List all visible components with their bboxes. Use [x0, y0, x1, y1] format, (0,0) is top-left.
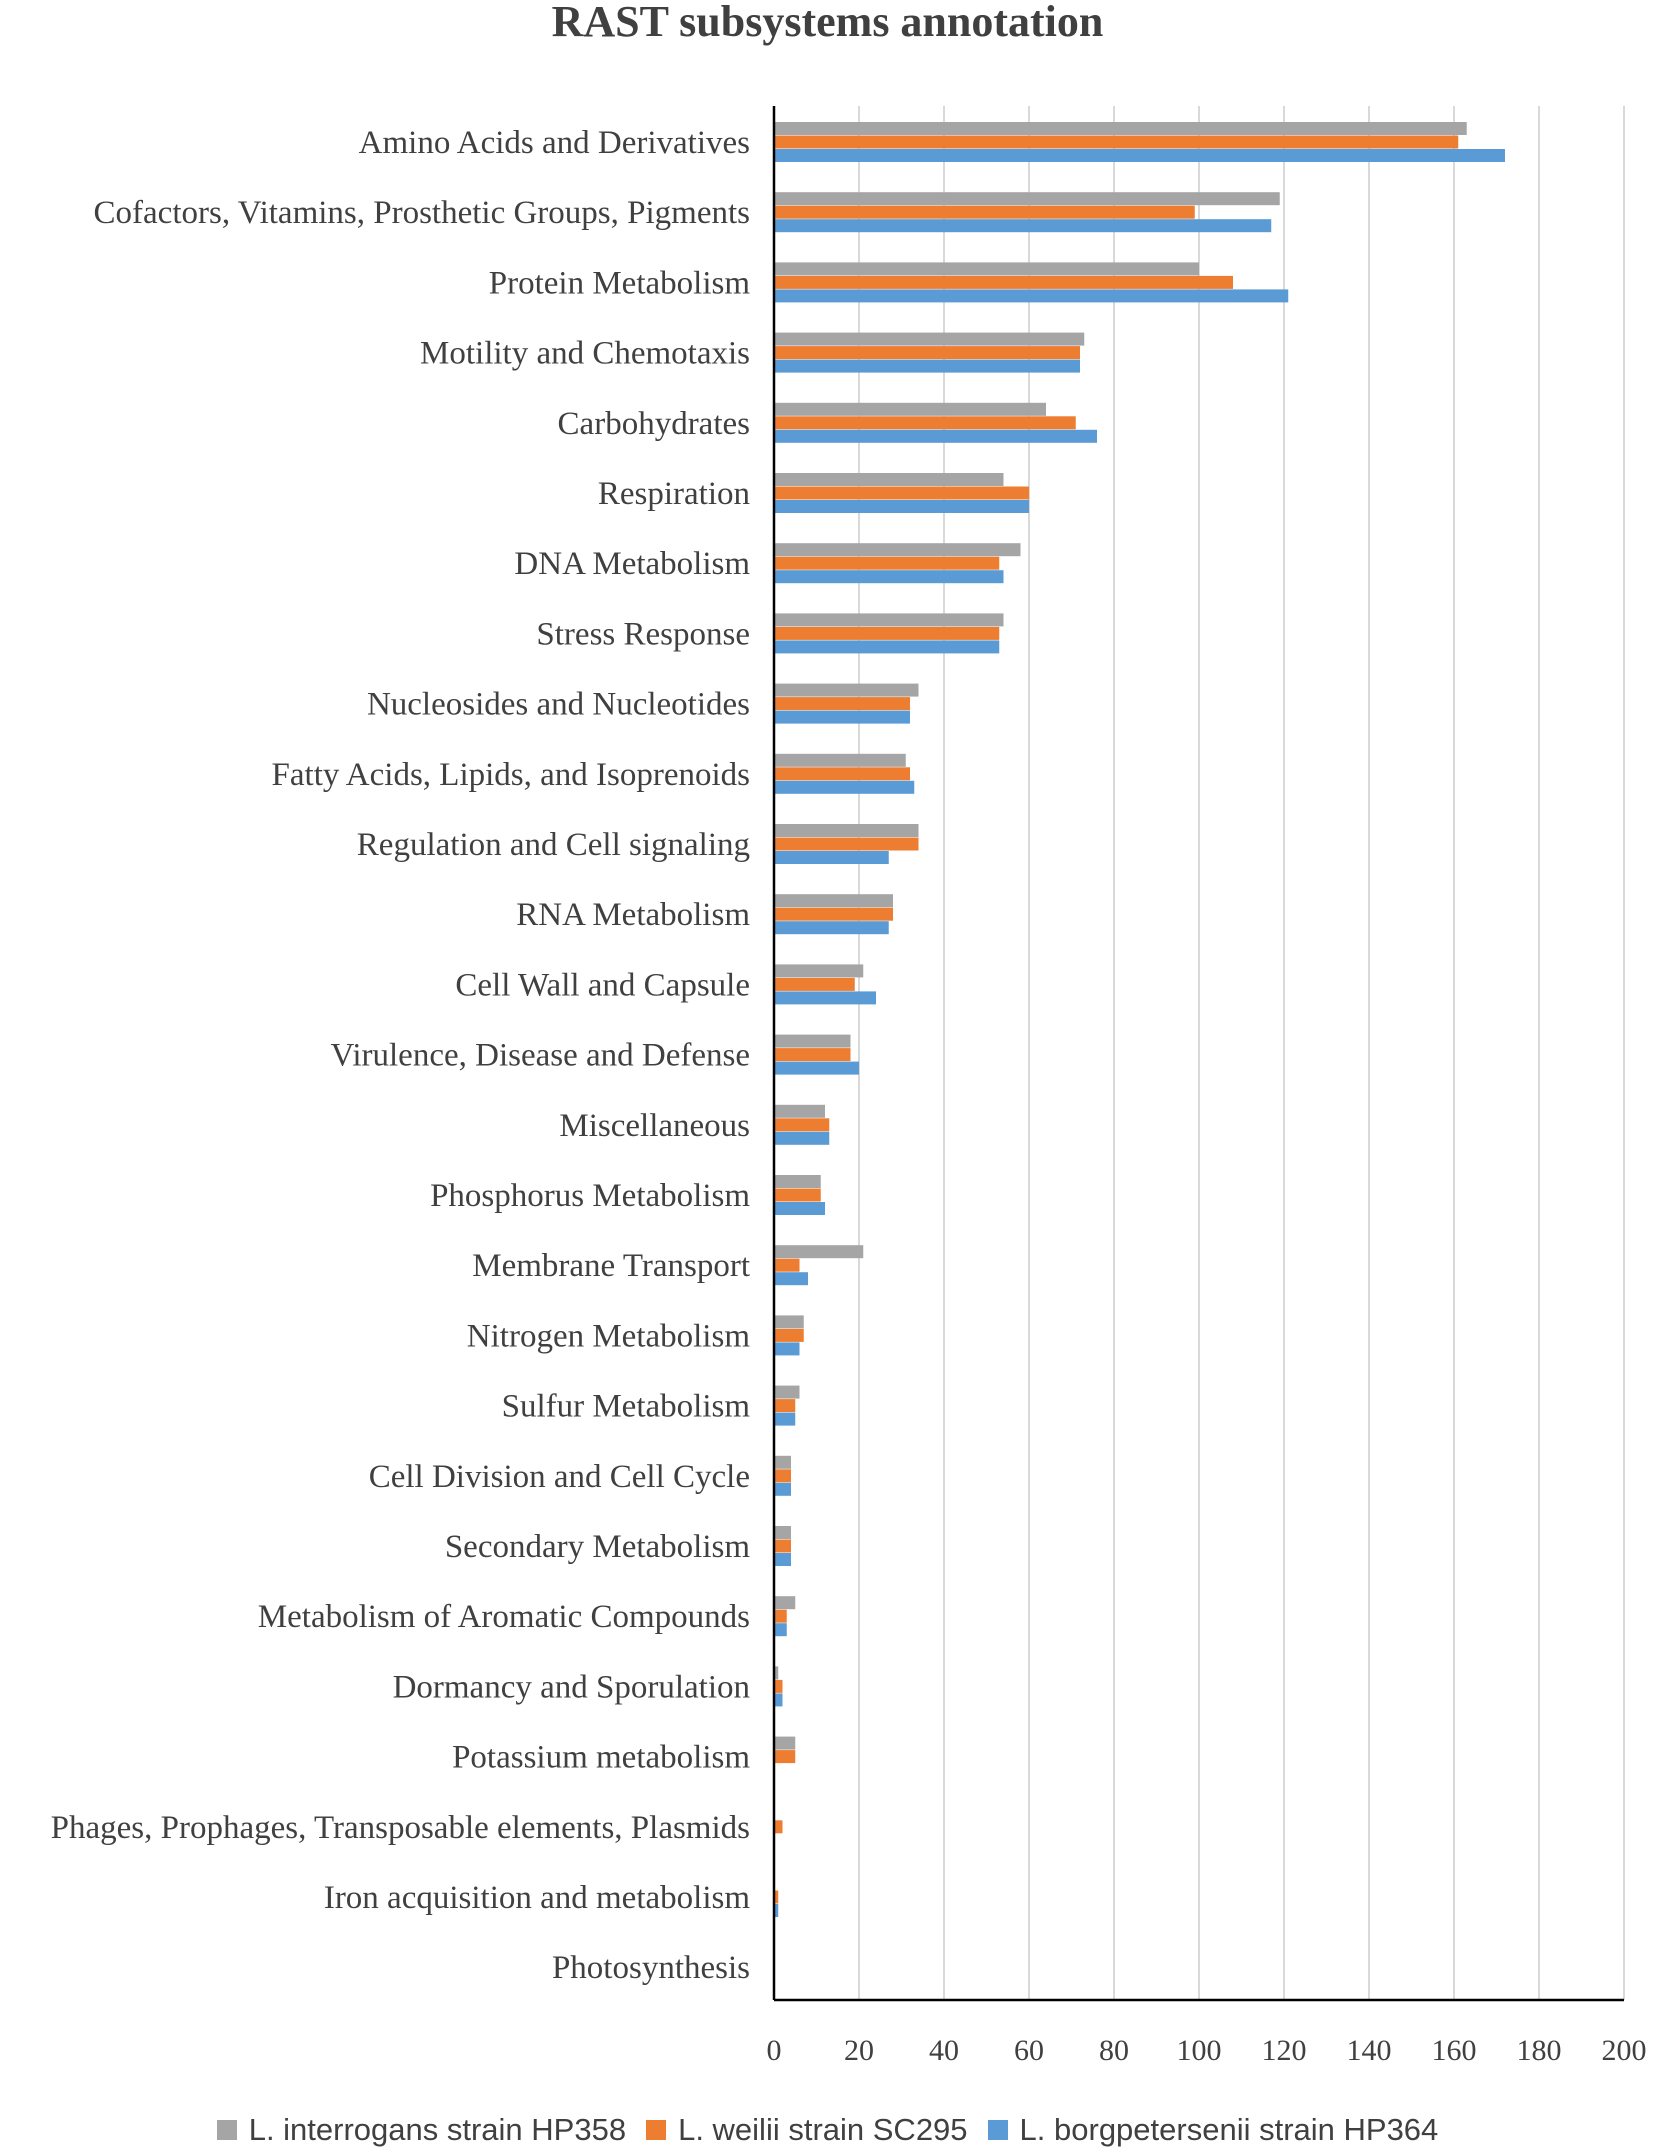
bar-1-16 — [774, 1175, 821, 1188]
bar-1-15 — [774, 1105, 825, 1118]
bar-3-10 — [774, 781, 914, 794]
legend-label-2: L. weilii strain SC295 — [678, 2112, 968, 2147]
bar-2-7 — [774, 557, 999, 570]
bar-2-17 — [774, 1259, 800, 1272]
bar-1-19 — [774, 1386, 800, 1399]
bar-2-15 — [774, 1118, 829, 1131]
bar-2-8 — [774, 627, 999, 640]
bar-3-15 — [774, 1132, 829, 1145]
bar-2-5 — [774, 416, 1076, 429]
category-label: Protein Metabolism — [488, 265, 750, 302]
bar-1-22 — [774, 1596, 795, 1609]
bar-3-18 — [774, 1342, 800, 1355]
bar-1-17 — [774, 1245, 863, 1258]
category-label: Stress Response — [536, 616, 750, 653]
bar-3-1 — [774, 149, 1505, 162]
bar-3-6 — [774, 500, 1029, 513]
bar-3-2 — [774, 219, 1271, 232]
category-label: Nitrogen Metabolism — [466, 1318, 750, 1355]
bar-2-20 — [774, 1469, 791, 1482]
x-tick-label: 160 — [1431, 2034, 1477, 2067]
x-tick-label: 20 — [844, 2034, 874, 2067]
category-label: Iron acquisition and metabolism — [323, 1880, 750, 1916]
bar-3-3 — [774, 289, 1288, 302]
bar-3-17 — [774, 1272, 808, 1285]
legend-item-3 — [988, 2112, 1439, 2148]
bar-3-20 — [774, 1483, 791, 1496]
category-label: Fatty Acids, Lipids, and Isoprenoids — [271, 756, 750, 793]
legend-item-1 — [217, 2112, 626, 2148]
bar-1-20 — [774, 1456, 791, 1469]
bar-1-7 — [774, 543, 1021, 556]
bar-1-10 — [774, 754, 906, 767]
bar-2-11 — [774, 838, 919, 851]
bar-2-4 — [774, 346, 1080, 359]
category-label: DNA Metabolism — [514, 546, 750, 583]
x-tick-label: 180 — [1516, 2034, 1562, 2067]
x-tick-label: 120 — [1261, 2034, 1307, 2067]
bar-2-24 — [774, 1750, 795, 1763]
bar-1-13 — [774, 964, 863, 977]
category-label: Dormancy and Sporulation — [392, 1669, 750, 1706]
legend-swatch-2 — [646, 2120, 666, 2140]
category-label: Cofactors, Vitamins, Prosthetic Groups, Pigments — [93, 195, 750, 232]
bar-2-19 — [774, 1399, 795, 1412]
category-label: Respiration — [597, 476, 750, 512]
bar-1-5 — [774, 403, 1046, 416]
x-tick-label: 60 — [1014, 2034, 1044, 2067]
category-label: Amino Acids and Derivatives — [358, 125, 750, 161]
chart-title: RAST subsystems annotation — [551, 0, 1104, 46]
bar-1-18 — [774, 1315, 804, 1328]
bar-3-23 — [774, 1693, 783, 1706]
category-label: Cell Wall and Capsule — [455, 967, 750, 1004]
bar-2-18 — [774, 1329, 804, 1342]
bar-2-13 — [774, 978, 855, 991]
bar-2-12 — [774, 908, 893, 921]
bar-2-23 — [774, 1680, 783, 1693]
category-label: RNA Metabolism — [516, 897, 750, 934]
category-label: Metabolism of Aromatic Compounds — [257, 1599, 750, 1636]
bar-1-9 — [774, 684, 919, 697]
category-label: Sulfur Metabolism — [501, 1388, 750, 1425]
x-tick-label: 140 — [1346, 2034, 1392, 2067]
category-label: Virulence, Disease and Defense — [330, 1037, 750, 1074]
bar-3-8 — [774, 640, 999, 653]
bar-1-2 — [774, 192, 1280, 205]
category-label: Potassium metabolism — [452, 1739, 750, 1776]
bar-1-1 — [774, 122, 1467, 135]
legend-label-3: L. borgpetersenii strain HP364 — [1019, 2112, 1439, 2147]
bar-2-25 — [774, 1820, 783, 1833]
legend-item-2 — [646, 2112, 967, 2148]
x-tick-label: 0 — [766, 2034, 782, 2067]
bar-1-24 — [774, 1737, 795, 1750]
bar-2-2 — [774, 206, 1195, 219]
bar-2-9 — [774, 697, 910, 710]
x-tick-label: 40 — [929, 2034, 959, 2067]
bar-1-6 — [774, 473, 1004, 486]
category-label: Secondary Metabolism — [444, 1529, 750, 1565]
bar-3-4 — [774, 360, 1080, 373]
bar-3-13 — [774, 991, 876, 1004]
bar-2-21 — [774, 1540, 791, 1553]
bar-3-21 — [774, 1553, 791, 1566]
bar-1-12 — [774, 894, 893, 907]
category-label: Membrane Transport — [472, 1248, 750, 1285]
category-label: Carbohydrates — [557, 405, 750, 442]
legend — [0, 2112, 1655, 2148]
bar-2-16 — [774, 1189, 821, 1202]
bar-2-22 — [774, 1610, 787, 1623]
bar-3-5 — [774, 430, 1097, 443]
category-label: Nucleosides and Nucleotides — [366, 686, 750, 723]
category-label: Cell Division and Cell Cycle — [368, 1458, 750, 1495]
legend-swatch-3 — [988, 2120, 1008, 2140]
bar-3-22 — [774, 1623, 787, 1636]
category-label: Phosphorus Metabolism — [430, 1178, 750, 1214]
category-label: Miscellaneous — [559, 1107, 750, 1144]
category-label: Photosynthesis — [551, 1950, 750, 1987]
bar-3-19 — [774, 1413, 795, 1426]
x-tick-label: 200 — [1601, 2034, 1647, 2067]
bar-1-14 — [774, 1035, 851, 1048]
bar-1-3 — [774, 262, 1199, 275]
bar-2-10 — [774, 767, 910, 780]
bar-1-8 — [774, 613, 1004, 626]
bar-2-1 — [774, 136, 1458, 149]
x-tick-label: 80 — [1099, 2034, 1129, 2067]
bar-3-7 — [774, 570, 1004, 583]
bar-3-12 — [774, 921, 889, 934]
bar-1-4 — [774, 333, 1084, 346]
x-tick-label: 100 — [1176, 2034, 1222, 2067]
category-label: Phages, Prophages, Transposable elements, Plasmids — [50, 1809, 750, 1846]
legend-label-1: L. interrogans strain HP358 — [248, 2112, 627, 2147]
bar-2-3 — [774, 276, 1233, 289]
bar-3-11 — [774, 851, 889, 864]
bar-3-14 — [774, 1062, 859, 1075]
category-label: Regulation and Cell signaling — [356, 827, 750, 863]
bar-3-9 — [774, 711, 910, 724]
bar-3-16 — [774, 1202, 825, 1215]
category-label: Motility and Chemotaxis — [420, 335, 750, 372]
bar-1-11 — [774, 824, 919, 837]
bar-2-14 — [774, 1048, 851, 1061]
bar-2-6 — [774, 487, 1029, 500]
bar-1-21 — [774, 1526, 791, 1539]
legend-swatch-1 — [217, 2120, 237, 2140]
